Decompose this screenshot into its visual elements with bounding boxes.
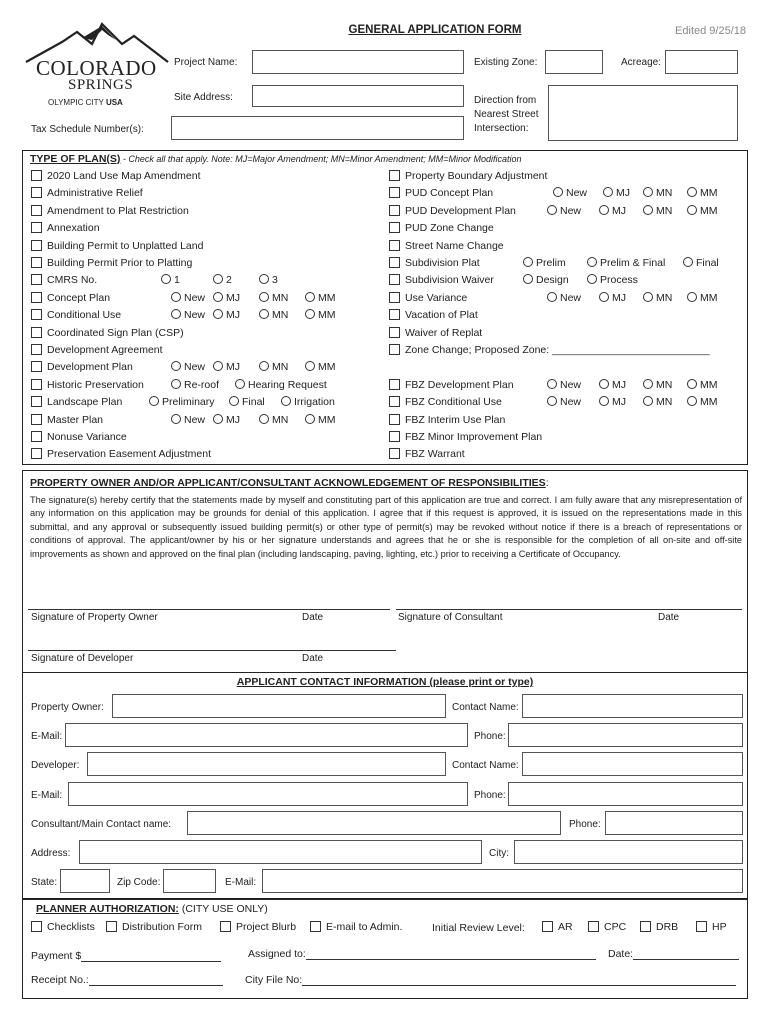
radio-icon[interactable] bbox=[259, 361, 269, 371]
review-ar-checkbox[interactable]: AR bbox=[542, 921, 573, 933]
review-level-label: Initial Review Level: bbox=[432, 922, 525, 934]
plan-option-waiver-of-replat[interactable] bbox=[389, 327, 482, 339]
radio-icon[interactable] bbox=[599, 292, 609, 302]
radio-concept-plan-new[interactable]: New bbox=[171, 292, 205, 304]
consultant-label: Consultant/Main Contact name: bbox=[31, 819, 172, 830]
radio-icon[interactable] bbox=[259, 414, 269, 424]
checkbox-icon[interactable] bbox=[31, 414, 42, 425]
plan-option-landscape-plan[interactable] bbox=[31, 396, 122, 408]
radio-icon[interactable] bbox=[587, 274, 597, 284]
radio-icon[interactable] bbox=[587, 257, 597, 267]
radio-concept-plan-mm[interactable]: MM bbox=[305, 292, 336, 304]
radio-icon[interactable] bbox=[603, 187, 613, 197]
radio-use-variance-mn[interactable]: MN bbox=[643, 292, 672, 304]
radio-fbz-conditional-use-new[interactable]: New bbox=[547, 396, 581, 408]
radio-pud-concept-plan-mj[interactable]: MJ bbox=[603, 187, 630, 199]
phone-label-2: Phone: bbox=[474, 790, 506, 801]
consultant-signature-line[interactable] bbox=[396, 609, 742, 610]
checkbox-icon[interactable] bbox=[31, 379, 42, 390]
radio-pud-development-plan-mj[interactable]: MJ bbox=[599, 205, 626, 217]
checkbox-icon[interactable] bbox=[31, 205, 42, 216]
checkbox-icon[interactable] bbox=[31, 396, 42, 407]
radio-conditional-use-new[interactable]: New bbox=[171, 309, 205, 321]
checkbox-icon[interactable] bbox=[31, 170, 42, 181]
radio-icon[interactable] bbox=[305, 309, 315, 319]
plan-option-label: FBZ Conditional Use bbox=[405, 396, 502, 409]
checkbox-icon[interactable] bbox=[389, 379, 400, 390]
radio-fbz-development-plan-mm[interactable]: MM bbox=[687, 379, 718, 391]
plan-option-label: FBZ Minor Improvement Plan bbox=[405, 431, 543, 443]
radio-icon[interactable] bbox=[235, 379, 245, 389]
checkbox-icon[interactable] bbox=[389, 240, 400, 251]
radio-pud-development-plan-new[interactable]: New bbox=[547, 205, 581, 217]
existing-zone-input[interactable] bbox=[545, 50, 603, 74]
checkbox-icon[interactable] bbox=[389, 414, 400, 425]
radio-icon[interactable] bbox=[213, 292, 223, 302]
existing-zone-label: Existing Zone: bbox=[474, 57, 538, 68]
checkbox-icon[interactable] bbox=[31, 274, 42, 285]
checkbox-icon[interactable] bbox=[31, 448, 42, 459]
logo-colorado: COLORADO bbox=[36, 56, 157, 80]
state-input[interactable] bbox=[60, 869, 110, 893]
direction-label-1: Direction from bbox=[474, 95, 537, 106]
radio-pud-concept-plan-mn[interactable]: MN bbox=[643, 187, 672, 199]
ack-text: The signature(s) hereby certify that the statements made by myself and constituting part of this application are true and correct. I am fully aware that any misrepresentation of any information on this application may be grounds for denial of this application. I agree that if this request is approved, it is issued on the representations made in this submittal, and any approval or subsequently issued building permit(s) or other type of permit(s) may be revoked without notice if there is a breach of representations or conditions of approval. The applicant/owner by his or her signature understands and agrees that he or she is responsible for the completion of all on-site and off-site improvements as shown and approved on the final plan (including landscaping, paving, lighting, etc.) prior to receiving a Certificate of Occupancy. bbox=[30, 495, 742, 559]
plan-option-label: Nonuse Variance bbox=[47, 431, 127, 443]
acreage-input[interactable] bbox=[665, 50, 738, 74]
plan-option-property-boundary-adjustment[interactable] bbox=[389, 170, 547, 182]
checkbox-icon[interactable] bbox=[31, 240, 42, 251]
receipt-label: Receipt No.: bbox=[31, 974, 223, 986]
radio-development-plan-mj[interactable]: MJ bbox=[213, 361, 240, 373]
plan-option-administrative-relief[interactable] bbox=[31, 187, 143, 199]
developer-input[interactable] bbox=[87, 752, 446, 776]
radio-icon[interactable] bbox=[259, 292, 269, 302]
plan-option-zone-change-proposed-zone[interactable] bbox=[389, 344, 710, 356]
radio-landscape-plan-final[interactable]: Final bbox=[229, 396, 265, 408]
checkbox-icon[interactable] bbox=[389, 187, 400, 198]
plan-option-label: Development Agreement bbox=[47, 344, 163, 356]
radio-icon[interactable] bbox=[687, 379, 697, 389]
radio-master-plan-mn[interactable]: MN bbox=[259, 414, 288, 426]
radio-conditional-use-mn[interactable]: MN bbox=[259, 309, 288, 321]
plan-option-2020-land-use-map-amendment[interactable] bbox=[31, 170, 201, 182]
phone-label-1: Phone: bbox=[474, 731, 506, 742]
city-label: City: bbox=[489, 848, 509, 859]
radio-icon[interactable] bbox=[161, 274, 171, 284]
plan-option-label: PUD Zone Change bbox=[405, 222, 494, 235]
plan-option-use-variance[interactable] bbox=[389, 292, 467, 304]
plan-option-label: Amendment to Plat Restriction bbox=[47, 204, 189, 217]
checkbox-icon[interactable] bbox=[389, 205, 400, 216]
radio-icon[interactable] bbox=[599, 205, 609, 215]
plan-option-label: FBZ Interim Use Plan bbox=[405, 413, 506, 426]
radio-icon[interactable] bbox=[683, 257, 693, 267]
radio-cmrs-no-1[interactable]: 1 bbox=[161, 274, 180, 286]
radio-icon[interactable] bbox=[643, 187, 653, 197]
plan-option-building-permit-prior-to-platting[interactable] bbox=[31, 257, 192, 269]
radio-concept-plan-mn[interactable]: MN bbox=[259, 292, 288, 304]
checkbox-icon[interactable] bbox=[31, 292, 42, 303]
radio-icon[interactable] bbox=[643, 396, 653, 406]
radio-use-variance-mj[interactable]: MJ bbox=[599, 292, 626, 304]
radio-icon[interactable] bbox=[281, 396, 291, 406]
plan-option-label: Conditional Use bbox=[47, 309, 122, 322]
property-owner-input[interactable] bbox=[112, 694, 446, 718]
radio-development-plan-new[interactable]: New bbox=[171, 361, 205, 373]
radio-fbz-conditional-use-mj[interactable]: MJ bbox=[599, 396, 626, 408]
checkbox-icon[interactable] bbox=[389, 170, 400, 181]
plan-option-historic-preservation[interactable] bbox=[31, 379, 144, 391]
plan-option-subdivision-plat[interactable] bbox=[389, 257, 480, 269]
plan-option-label: Subdivision Waiver bbox=[405, 274, 494, 287]
radio-icon[interactable] bbox=[523, 274, 533, 284]
plan-option-subdivision-waiver[interactable] bbox=[389, 274, 494, 286]
phone-input-1[interactable] bbox=[508, 723, 743, 747]
plan-option-annexation[interactable] bbox=[31, 222, 100, 234]
email-input-1[interactable] bbox=[65, 723, 468, 747]
checkbox-icon[interactable] bbox=[31, 361, 42, 372]
radio-icon[interactable] bbox=[213, 274, 223, 284]
radio-conditional-use-mj[interactable]: MJ bbox=[213, 309, 240, 321]
radio-subdivision-plat-final[interactable]: Final bbox=[683, 257, 719, 269]
plan-option-label: Master Plan bbox=[47, 413, 104, 426]
email-admin-checkbox[interactable]: E-mail to Admin. bbox=[310, 921, 402, 933]
plan-option-coordinated-sign-plan-csp[interactable] bbox=[31, 327, 184, 339]
colorado-springs-logo bbox=[22, 22, 172, 114]
acreage-label: Acreage: bbox=[621, 57, 662, 68]
zip-label: Zip Code: bbox=[117, 877, 161, 888]
checkbox-icon[interactable] bbox=[31, 327, 42, 338]
radio-icon[interactable] bbox=[643, 292, 653, 302]
contact-name-input-1[interactable] bbox=[522, 694, 743, 718]
direction-label-3: Intersection: bbox=[474, 123, 529, 134]
radio-use-variance-mm[interactable]: MM bbox=[687, 292, 718, 304]
developer-signature-line[interactable] bbox=[28, 650, 396, 651]
plan-option-label: Building Permit to Unplatted Land bbox=[47, 239, 204, 252]
radio-pud-development-plan-mm[interactable]: MM bbox=[687, 205, 718, 217]
email-label-2: E-Mail: bbox=[31, 790, 63, 801]
radio-fbz-conditional-use-mn[interactable]: MN bbox=[643, 396, 672, 408]
radio-icon[interactable] bbox=[171, 379, 181, 389]
radio-icon[interactable] bbox=[547, 396, 557, 406]
plan-option-conditional-use[interactable] bbox=[31, 309, 121, 321]
checkbox-icon[interactable] bbox=[31, 309, 42, 320]
planner-date-label: Date: bbox=[608, 948, 739, 960]
plan-option-fbz-development-plan[interactable] bbox=[389, 379, 514, 391]
checkbox-icon[interactable] bbox=[389, 274, 400, 285]
checkbox-icon[interactable] bbox=[389, 431, 400, 442]
radio-icon[interactable] bbox=[687, 187, 697, 197]
radio-icon[interactable] bbox=[149, 396, 159, 406]
sig-developer-label: Signature of Developer bbox=[31, 653, 134, 664]
radio-fbz-conditional-use-mm[interactable]: MM bbox=[687, 396, 718, 408]
radio-icon[interactable] bbox=[259, 309, 269, 319]
plan-option-label: 2020 Land Use Map Amendment bbox=[47, 170, 201, 182]
plan-option-label: Historic Preservation bbox=[47, 378, 144, 391]
review-cpc-checkbox[interactable]: CPC bbox=[588, 921, 626, 933]
radio-icon[interactable] bbox=[229, 396, 239, 406]
review-drb-checkbox[interactable]: DRB bbox=[640, 921, 678, 933]
plan-option-pud-development-plan[interactable] bbox=[389, 205, 516, 217]
plan-option-label: Building Permit Prior to Platting bbox=[47, 257, 193, 269]
project-name-label: Project Name: bbox=[174, 57, 238, 68]
plan-option-label: Street Name Change bbox=[405, 239, 504, 252]
radio-icon[interactable] bbox=[599, 396, 609, 406]
radio-pud-concept-plan-mm[interactable]: MM bbox=[687, 187, 718, 199]
address-label: Address: bbox=[31, 848, 71, 859]
radio-pud-development-plan-mn[interactable]: MN bbox=[643, 205, 672, 217]
radio-icon[interactable] bbox=[259, 274, 269, 284]
sig-consultant-label: Signature of Consultant bbox=[398, 612, 503, 623]
plan-option-label: FBZ Warrant bbox=[405, 448, 465, 461]
phone-label-3: Phone: bbox=[569, 819, 601, 830]
checkbox-icon[interactable] bbox=[31, 344, 42, 355]
contact-heading: APPLICANT CONTACT INFORMATION (please print or type) bbox=[236, 676, 534, 688]
assigned-label: Assigned to: bbox=[248, 948, 596, 960]
checkbox-icon[interactable] bbox=[31, 257, 42, 268]
radio-master-plan-mj[interactable]: MJ bbox=[213, 414, 240, 426]
direction-input[interactable] bbox=[548, 85, 738, 141]
plan-option-label: Development Plan bbox=[47, 361, 133, 374]
radio-subdivision-plat-prelim-final[interactable]: Prelim & Final bbox=[587, 257, 665, 269]
radio-subdivision-plat-prelim[interactable]: Prelim bbox=[523, 257, 566, 269]
form-title: GENERAL APPLICATION FORM bbox=[348, 24, 522, 36]
property-owner-label: Property Owner: bbox=[31, 702, 104, 713]
radio-concept-plan-mj[interactable]: MJ bbox=[213, 292, 240, 304]
radio-icon[interactable] bbox=[305, 361, 315, 371]
consultant-input[interactable] bbox=[187, 811, 561, 835]
radio-historic-preservation-re-roof[interactable]: Re-roof bbox=[171, 379, 219, 391]
email-input-2[interactable] bbox=[68, 782, 468, 806]
radio-use-variance-new[interactable]: New bbox=[547, 292, 581, 304]
tax-schedule-label: Tax Schedule Number(s): bbox=[31, 124, 144, 135]
radio-fbz-development-plan-mn[interactable]: MN bbox=[643, 379, 672, 391]
radio-cmrs-no-3[interactable]: 3 bbox=[259, 274, 278, 286]
plan-option-fbz-warrant[interactable] bbox=[389, 448, 465, 460]
checkbox-icon[interactable] bbox=[31, 222, 42, 233]
radio-pud-concept-plan-new[interactable]: New bbox=[553, 187, 587, 199]
checklists-checkbox[interactable]: Checklists bbox=[31, 921, 95, 933]
phone-input-3[interactable] bbox=[605, 811, 743, 835]
email-label-3: E-Mail: bbox=[225, 877, 257, 888]
state-label: State: bbox=[31, 877, 58, 888]
radio-icon[interactable] bbox=[213, 361, 223, 371]
logo-olympic: OLYMPIC CITY USA bbox=[48, 98, 123, 107]
plan-option-label: Property Boundary Adjustment bbox=[405, 170, 548, 182]
radio-icon[interactable] bbox=[213, 309, 223, 319]
direction-label-2: Nearest Street bbox=[474, 109, 539, 120]
plan-option-label: Coordinated Sign Plan (CSP) bbox=[47, 326, 184, 339]
checkbox-icon[interactable] bbox=[31, 187, 42, 198]
plan-option-vacation-of-plat[interactable] bbox=[389, 309, 478, 321]
plan-option-label: Concept Plan bbox=[47, 291, 111, 304]
plan-types-heading: TYPE OF PLAN(S) - Check all that apply. Note: MJ=Major Amendment; MN=Minor Amendment; MM=Minor Modification bbox=[30, 153, 522, 165]
plan-option-preservation-easement-adjustment[interactable] bbox=[31, 448, 211, 460]
radio-icon[interactable] bbox=[305, 292, 315, 302]
radio-icon[interactable] bbox=[553, 187, 563, 197]
plan-option-fbz-minor-improvement-plan[interactable] bbox=[389, 431, 542, 443]
radio-icon[interactable] bbox=[523, 257, 533, 267]
radio-cmrs-no-2[interactable]: 2 bbox=[213, 274, 232, 286]
edited-date: Edited 9/25/18 bbox=[675, 25, 746, 37]
plan-option-label: Administrative Relief bbox=[47, 187, 143, 200]
plan-option-label: CMRS No. bbox=[47, 274, 98, 287]
radio-fbz-development-plan-new[interactable]: New bbox=[547, 379, 581, 391]
radio-icon[interactable] bbox=[171, 414, 181, 424]
site-address-input[interactable] bbox=[252, 85, 464, 107]
radio-icon[interactable] bbox=[213, 414, 223, 424]
plan-option-concept-plan[interactable] bbox=[31, 292, 110, 304]
project-blurb-checkbox[interactable]: Project Blurb bbox=[220, 921, 296, 933]
radio-fbz-development-plan-mj[interactable]: MJ bbox=[599, 379, 626, 391]
plan-option-label: Preservation Easement Adjustment bbox=[47, 448, 212, 461]
plan-option-label: Landscape Plan bbox=[47, 396, 123, 409]
radio-icon[interactable] bbox=[171, 309, 181, 319]
plan-option-label: Use Variance bbox=[405, 291, 468, 304]
owner-signature-line[interactable] bbox=[28, 609, 390, 610]
plan-option-street-name-change[interactable] bbox=[389, 240, 504, 252]
distribution-form-checkbox[interactable]: Distribution Form bbox=[106, 921, 202, 933]
developer-label: Developer: bbox=[31, 760, 80, 771]
plan-option-label: Vacation of Plat bbox=[405, 309, 478, 322]
radio-icon[interactable] bbox=[305, 414, 315, 424]
plan-option-fbz-interim-use-plan[interactable] bbox=[389, 414, 505, 426]
phone-input-2[interactable] bbox=[508, 782, 743, 806]
address-input[interactable] bbox=[79, 840, 482, 864]
plan-option-development-agreement[interactable] bbox=[31, 344, 163, 356]
sig-owner-date-label: Date bbox=[302, 612, 324, 623]
radio-icon[interactable] bbox=[547, 292, 557, 302]
site-address-label: Site Address: bbox=[174, 92, 233, 103]
radio-icon[interactable] bbox=[547, 205, 557, 215]
radio-icon[interactable] bbox=[171, 292, 181, 302]
radio-icon[interactable] bbox=[687, 396, 697, 406]
radio-icon[interactable] bbox=[687, 292, 697, 302]
radio-subdivision-waiver-design[interactable]: Design bbox=[523, 274, 569, 286]
zip-input[interactable] bbox=[163, 869, 216, 893]
contact-name-label-1: Contact Name: bbox=[452, 702, 519, 713]
logo-springs: SPRINGS bbox=[68, 77, 134, 93]
email-input-3[interactable] bbox=[262, 869, 743, 893]
checkbox-icon[interactable] bbox=[389, 222, 400, 233]
email-label-1: E-Mail: bbox=[31, 731, 63, 742]
radio-development-plan-mn[interactable]: MN bbox=[259, 361, 288, 373]
sig-owner-label: Signature of Property Owner bbox=[31, 612, 158, 623]
plan-option-cmrs-no[interactable] bbox=[31, 274, 97, 286]
ack-heading: PROPERTY OWNER AND/OR APPLICANT/CONSULTANT ACKNOWLEDGEMENT OF RESPONSIBILITIES: bbox=[30, 477, 549, 489]
checkbox-icon[interactable] bbox=[389, 344, 400, 355]
plan-option-master-plan[interactable] bbox=[31, 414, 103, 426]
plan-option-amendment-to-plat-restriction[interactable] bbox=[31, 205, 189, 217]
radio-subdivision-waiver-process[interactable]: Process bbox=[587, 274, 638, 286]
checkbox-icon[interactable] bbox=[389, 292, 400, 303]
plan-types-section bbox=[22, 150, 748, 465]
review-hp-checkbox[interactable]: HP bbox=[696, 921, 727, 933]
radio-icon[interactable] bbox=[643, 379, 653, 389]
plan-option-label: Zone Change; Proposed Zone: ___________________________ bbox=[405, 344, 710, 356]
plan-option-building-permit-to-unplatted-land[interactable] bbox=[31, 240, 203, 252]
plan-option-label: Annexation bbox=[47, 222, 100, 235]
radio-icon[interactable] bbox=[687, 205, 697, 215]
checkbox-icon[interactable] bbox=[389, 257, 400, 268]
payment-label: Payment $ bbox=[31, 950, 221, 962]
contact-name-label-2: Contact Name: bbox=[452, 760, 519, 771]
radio-icon[interactable] bbox=[171, 361, 181, 371]
radio-icon[interactable] bbox=[547, 379, 557, 389]
radio-icon[interactable] bbox=[599, 379, 609, 389]
plan-option-label: Subdivision Plat bbox=[405, 257, 480, 269]
project-name-input[interactable] bbox=[252, 50, 464, 74]
checkbox-icon[interactable] bbox=[389, 309, 400, 320]
checkbox-icon[interactable] bbox=[389, 327, 400, 338]
sig-consultant-date-label: Date bbox=[658, 612, 680, 623]
checkbox-icon[interactable] bbox=[389, 448, 400, 459]
plan-option-nonuse-variance[interactable] bbox=[31, 431, 127, 443]
radio-master-plan-mm[interactable]: MM bbox=[305, 414, 336, 426]
city-file-label: City File No: bbox=[245, 974, 736, 986]
plan-option-label: Waiver of Replat bbox=[405, 326, 483, 339]
radio-landscape-plan-irrigation[interactable]: Irrigation bbox=[281, 396, 335, 408]
radio-icon[interactable] bbox=[643, 205, 653, 215]
planner-heading: PLANNER AUTHORIZATION: (CITY USE ONLY) bbox=[36, 903, 268, 915]
plan-option-pud-zone-change[interactable] bbox=[389, 222, 494, 234]
checkbox-icon[interactable] bbox=[31, 431, 42, 442]
radio-landscape-plan-preliminary[interactable]: Preliminary bbox=[149, 396, 215, 408]
plan-option-label: PUD Concept Plan bbox=[405, 187, 494, 200]
radio-conditional-use-mm[interactable]: MM bbox=[305, 309, 336, 321]
checkbox-icon[interactable] bbox=[389, 396, 400, 407]
plan-option-label: FBZ Development Plan bbox=[405, 378, 514, 391]
tax-schedule-input[interactable] bbox=[171, 116, 464, 140]
plan-option-development-plan[interactable] bbox=[31, 361, 133, 373]
plan-option-fbz-conditional-use[interactable] bbox=[389, 396, 502, 408]
sig-developer-date-label: Date bbox=[302, 653, 324, 664]
city-input[interactable] bbox=[514, 840, 743, 864]
plan-option-pud-concept-plan[interactable] bbox=[389, 187, 493, 199]
plan-option-label: PUD Development Plan bbox=[405, 204, 516, 217]
radio-development-plan-mm[interactable]: MM bbox=[305, 361, 336, 373]
radio-historic-preservation-hearing-request[interactable]: Hearing Request bbox=[235, 379, 327, 391]
radio-master-plan-new[interactable]: New bbox=[171, 414, 205, 426]
contact-name-input-2[interactable] bbox=[522, 752, 743, 776]
